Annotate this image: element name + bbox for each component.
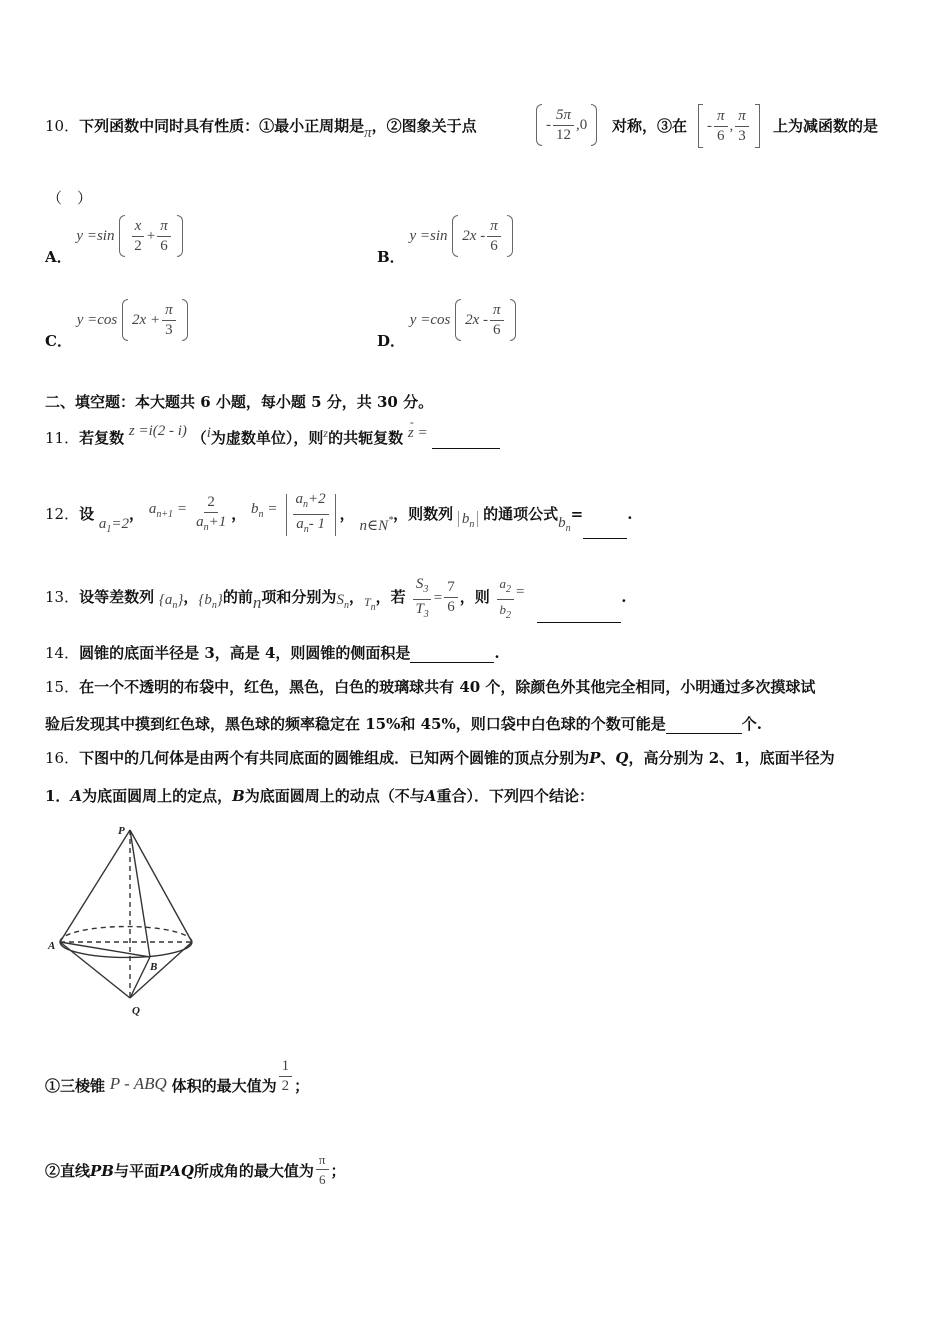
q16-text-2b: 为底面圆周上的定点， <box>82 787 233 805</box>
q12-answer-blank[interactable] <box>583 524 627 539</box>
q11-conjugate-bar: - <box>409 415 414 429</box>
option-b-pre: 2x - <box>462 228 486 244</box>
q16-line-2 <box>45 786 594 806</box>
q12-number: 12． <box>45 504 80 523</box>
c2-text-pre: ②直线 <box>45 1161 91 1180</box>
q12-frac-den: $a_n+1$ <box>196 513 227 533</box>
q10-iv-neg: - <box>707 118 712 134</box>
q15-end: 个. <box>741 715 762 733</box>
option-b-frac-num: π <box>487 217 501 237</box>
q14-period: . <box>494 644 500 662</box>
q10-point-den: 12 <box>556 126 571 143</box>
c1-frac-num: 1 <box>279 1057 293 1077</box>
q11-text-4: 的共轭复数 <box>328 429 404 447</box>
q12-period: . <box>627 504 633 523</box>
q13-ratio-den: 6 <box>447 599 455 615</box>
option-b[interactable] <box>377 217 513 267</box>
option-d[interactable] <box>377 301 516 351</box>
option-d-label: D． <box>377 332 406 350</box>
q15-text-1: 在一个不透明的布袋中，红色，黑色，白色的玻璃球共有 40 个，除颜色外其他完全相同，小明通过多次摸球试 <box>79 678 816 696</box>
option-d-frac-den: 6 <box>493 321 501 338</box>
q16-conclusion-1 <box>45 1055 309 1094</box>
q10-point <box>536 104 597 146</box>
q13-b2: $b_2$ <box>499 602 512 621</box>
q13-seq-b: $\{b_n\}$ <box>198 591 223 611</box>
c1-expr: P - ABQ <box>109 1073 167 1093</box>
q10-interval <box>698 104 760 148</box>
q12-a1: $a_1=2$ <box>98 515 130 535</box>
q15-line-1 <box>45 677 815 697</box>
option-c-pre: 2x + <box>132 312 161 328</box>
c2-end: ； <box>330 1161 346 1180</box>
q13-seq-a: $\{a_n\}$ <box>158 591 184 611</box>
q16-A: A <box>70 787 83 805</box>
q12-text-1: 设 <box>79 504 95 523</box>
q10-point-neg: - <box>546 117 551 133</box>
q15-number: 15． <box>45 678 80 696</box>
q10-number: 10． <box>45 117 80 135</box>
c1-text-pre: ①三棱锥 <box>45 1076 106 1095</box>
figure-label-q: Q <box>132 1005 140 1017</box>
option-a[interactable] <box>45 217 183 267</box>
q13-text-2: 的前 <box>222 587 253 606</box>
q10-iv-comma: , <box>729 118 734 134</box>
q10-stem <box>45 116 477 143</box>
q12-eq-2: = <box>268 500 277 517</box>
option-d-frac-num: π <box>490 301 504 321</box>
q13-number: 13． <box>45 587 80 606</box>
q13-answer-blank[interactable] <box>537 608 621 623</box>
q13-Sn: $S_n$ <box>336 591 349 611</box>
q13-Tn: Tn <box>363 594 376 613</box>
c1-text-mid: 体积的最大值为 <box>171 1076 277 1095</box>
option-c[interactable] <box>45 301 188 351</box>
q12-comma-1: ， <box>129 504 145 523</box>
q16-text-2a: 1． <box>45 787 71 805</box>
q10-text-1: 下列函数中同时具有性质：①最小正周期是 <box>79 117 365 135</box>
q12-abs-den: $a_n-$ 1 <box>296 516 325 535</box>
double-cone-figure <box>40 818 210 1023</box>
q12-bn-2: $b_n$ <box>558 514 571 534</box>
q16-B: B <box>232 787 245 805</box>
q10-text-2: ，②图象关于点 <box>371 117 477 135</box>
q11-text-2: （ <box>191 429 207 447</box>
q12-seq-b: $b_n$ <box>458 511 479 527</box>
option-c-label: C． <box>45 332 72 350</box>
q13-text-5: ，则 <box>459 587 490 606</box>
c2-PAQ: PAQ <box>159 1161 194 1180</box>
q13-ratio-num: 7 <box>444 578 458 598</box>
q10-text-4: 上为减函数的是 <box>773 117 879 135</box>
figure-label-b: B <box>150 961 158 973</box>
q10-iv-num2: π <box>735 107 749 127</box>
q14-text: 圆锥的底面半径是 3，高是 4，则圆锥的侧面积是 <box>79 644 411 662</box>
q13-eq: = <box>433 589 443 606</box>
q12-an1: $a_{n+1}$ <box>148 500 174 520</box>
q11-text-1: 若复数 <box>79 429 125 447</box>
c1-frac-den: 2 <box>281 1078 290 1094</box>
q13-T3: $T_3$ <box>415 601 429 620</box>
option-c-lhs: y =cos <box>76 312 118 328</box>
q16-text-1b: ，高分别为 2、1，底面半径为 <box>628 749 835 767</box>
q11-i-symbol: i <box>206 425 211 441</box>
q11-zbar: z = <box>407 425 428 441</box>
q12-eq-3: = <box>570 504 584 523</box>
q10-iv-den2: 3 <box>738 127 746 144</box>
q12-text-2: ，则数列 <box>393 504 454 523</box>
q15-line-2 <box>45 714 762 734</box>
option-c-frac-num: π <box>162 301 176 321</box>
q12-text-3: 的通项公式 <box>483 504 559 523</box>
q16-Q: Q <box>615 749 629 767</box>
q12-comma-3: ， <box>339 504 355 523</box>
q15-answer-blank[interactable] <box>666 719 742 734</box>
c2-text-mid2: 所成角的最大值为 <box>193 1161 314 1180</box>
q11-stem <box>45 415 500 449</box>
q10-answer-paren: （ ） <box>47 189 93 207</box>
figure-label-p: P <box>118 825 125 837</box>
c2-PB: PB <box>90 1161 114 1180</box>
q13-eq-2: = <box>516 583 525 600</box>
option-b-frac-den: 6 <box>490 237 498 254</box>
q11-z-expr: z =i(2 - i) <box>128 423 187 439</box>
q13-comma-2: ， <box>348 587 364 606</box>
option-a-lhs: y =sin <box>76 228 115 244</box>
c2-text-mid: 与平面 <box>113 1161 159 1180</box>
q16-number: 16． <box>45 749 80 767</box>
option-c-frac-den: 3 <box>165 321 173 338</box>
q11-answer-blank[interactable] <box>432 434 500 449</box>
section-heading: 二、填空题：本大题共 6 小题，每小题 5 分，共 30 分。 <box>45 393 434 411</box>
figure-label-a: A <box>48 940 56 952</box>
q14-stem <box>45 643 500 663</box>
q10-iv-num1: π <box>714 107 728 127</box>
option-a-frac2-den: 6 <box>160 237 168 254</box>
q13-stem <box>45 560 627 621</box>
q10-text-3: 对称，③在 <box>612 117 688 135</box>
q15-text-2: 验后发现其中摸到红色球，黑色球的频率稳定在 15%和 45%，则口袋中白色球的个数可能是 <box>45 715 666 733</box>
c2-frac-num: π <box>316 1150 329 1170</box>
option-a-op: + <box>146 228 156 244</box>
q13-a2: $a_2$ <box>497 574 515 600</box>
q12-bn: $b_n$ <box>251 500 264 520</box>
option-b-lhs: y =sin <box>409 228 448 244</box>
q12-abs-num: $a_n+2$ <box>293 490 329 515</box>
q11-text-3: 为虚数单位），则 <box>210 429 324 447</box>
q16-text-2c: 为底面圆周上的动点（不与 <box>244 787 425 805</box>
q12-nset: n∈N* <box>359 514 394 534</box>
q13-n: n <box>252 592 262 612</box>
q16-text-1a: 下图中的几何体是由两个有共同底面的圆锥组成．已知两个圆锥的顶点分别为 <box>79 749 590 767</box>
q16-P: P <box>589 749 601 767</box>
q10-pi: π <box>364 125 372 141</box>
q10-iv-den1: 6 <box>717 127 725 144</box>
option-d-pre: 2x - <box>465 312 489 328</box>
q13-text-4: ，若 <box>375 587 406 606</box>
q11-number: 11． <box>45 429 80 447</box>
q16-conclusion-2 <box>45 1140 346 1187</box>
q13-text-1: 设等差数列 <box>79 587 155 606</box>
q16-text-2d: 重合）．下列四个结论： <box>436 787 594 805</box>
c2-frac-den: 6 <box>318 1172 326 1187</box>
q16-line-1 <box>45 748 835 768</box>
q13-comma-1: ， <box>183 587 199 606</box>
q14-answer-blank[interactable] <box>410 648 494 663</box>
q13-text-3: 项和分别为 <box>261 587 337 606</box>
option-a-frac2-num: π <box>157 217 171 237</box>
q12-stem <box>45 478 633 535</box>
c1-end: ； <box>294 1076 310 1095</box>
q10-point-zero: ,0 <box>576 117 588 133</box>
q16-A-2: A <box>424 787 437 805</box>
option-a-frac1-num: x <box>132 217 145 237</box>
q13-period: . <box>621 587 627 606</box>
q13-S3: $S_3$ <box>413 575 432 600</box>
q14-number: 14． <box>45 644 80 662</box>
q16-sep: 、 <box>600 749 616 767</box>
option-d-lhs: y =cos <box>409 312 451 328</box>
q12-eq: = <box>177 500 187 517</box>
q12-comma-2: ， <box>231 504 247 523</box>
q10-point-num: 5π <box>553 106 574 126</box>
option-b-label: B． <box>377 248 405 266</box>
option-a-label: A． <box>45 248 72 266</box>
q12-frac-num: 2 <box>204 493 218 513</box>
q11-z-symbol: z <box>323 426 329 440</box>
option-a-frac1-den: 2 <box>134 237 142 254</box>
